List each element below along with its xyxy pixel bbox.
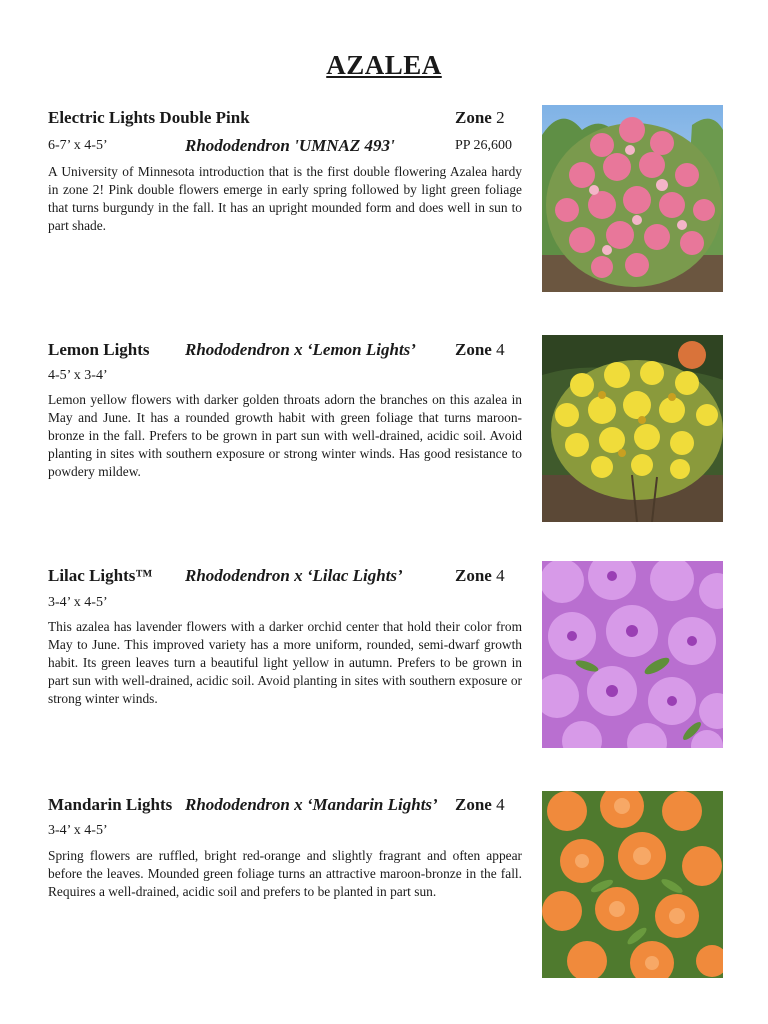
zone-label	[455, 795, 505, 815]
pink-azalea-shrub-photo	[542, 105, 723, 292]
page-title: AZALEA	[326, 50, 442, 80]
plant-size: 3-4’ x 4-5’	[48, 823, 108, 838]
plant-size: 3-4’ x 4-5’	[48, 595, 108, 610]
zone-word: Zone	[455, 340, 492, 359]
zone-number: 4	[496, 340, 505, 359]
zone-number: 4	[496, 566, 505, 585]
zone-number: 2	[496, 108, 505, 127]
plant-description: A University of Minnesota introduction that is the first double flowering Azalea hardy in zone 2! Pink double flowers emerge in early spring followed by light green foliage that turns burgundy in the fall. It has an upright mounded form and does well in sun to part shade.	[48, 164, 522, 233]
plant-species: Rhododendron 'UMNAZ 493'	[185, 136, 395, 155]
zone-number: 4	[496, 795, 505, 814]
orange-azalea-flowers-photo	[542, 791, 723, 978]
plant-species: Rhododendron x ‘Lilac Lights’	[185, 566, 403, 585]
zone-label	[455, 340, 505, 360]
zone-word: Zone	[455, 795, 492, 814]
zone-label	[455, 566, 505, 586]
plant-size: 4-5’ x 3-4’	[48, 368, 108, 383]
zone-label	[455, 108, 505, 128]
lilac-azalea-flowers-photo	[542, 561, 723, 748]
plant-description: Lemon yellow flowers with darker golden throats adorn the branches on this azalea in May and June. It has a rounded growth habit with green foliage that turns maroon-bronze in the fall. Prefers to be grown in part sun with well-drained, acidic soil. Avoid planting in sites with southern exposure or strong winter winds. Has good resistance to powdery mildew.	[48, 392, 522, 479]
plant-name: Lemon Lights	[48, 340, 150, 359]
plant-size: 6-7’ x 4-5’	[48, 138, 108, 153]
plant-description: This azalea has lavender flowers with a darker orchid center that hold their color from May to June. This improved variety has a more uniform, rounded, semi-dwarf growth habit. Its green leaves turn a beautiful light yellow in autumn. Prefers to be grown in part sun with well-drained, acidic soil. Avoid planting in sites with southern exposure or strong winter winds.	[48, 619, 522, 706]
plant-description: Spring flowers are ruffled, bright red-orange and slightly fragrant and often appear before the leaves. Mounded green foliage turns an attractive maroon-bronze in the fall. Requires a well-drained, acidic soil and prefers to be planted in part sun.	[48, 848, 522, 899]
zone-word: Zone	[455, 108, 492, 127]
plant-species: Rhododendron x ‘Mandarin Lights’	[185, 795, 438, 814]
plant-species: Rhododendron x ‘Lemon Lights’	[185, 340, 416, 359]
plant-name: Lilac Lights™	[48, 566, 153, 585]
yellow-azalea-shrub-photo	[542, 335, 723, 522]
zone-word: Zone	[455, 566, 492, 585]
plant-patent: PP 26,600	[455, 138, 513, 153]
plant-name: Mandarin Lights	[48, 795, 173, 814]
plant-name: Electric Lights Double Pink	[48, 108, 250, 127]
